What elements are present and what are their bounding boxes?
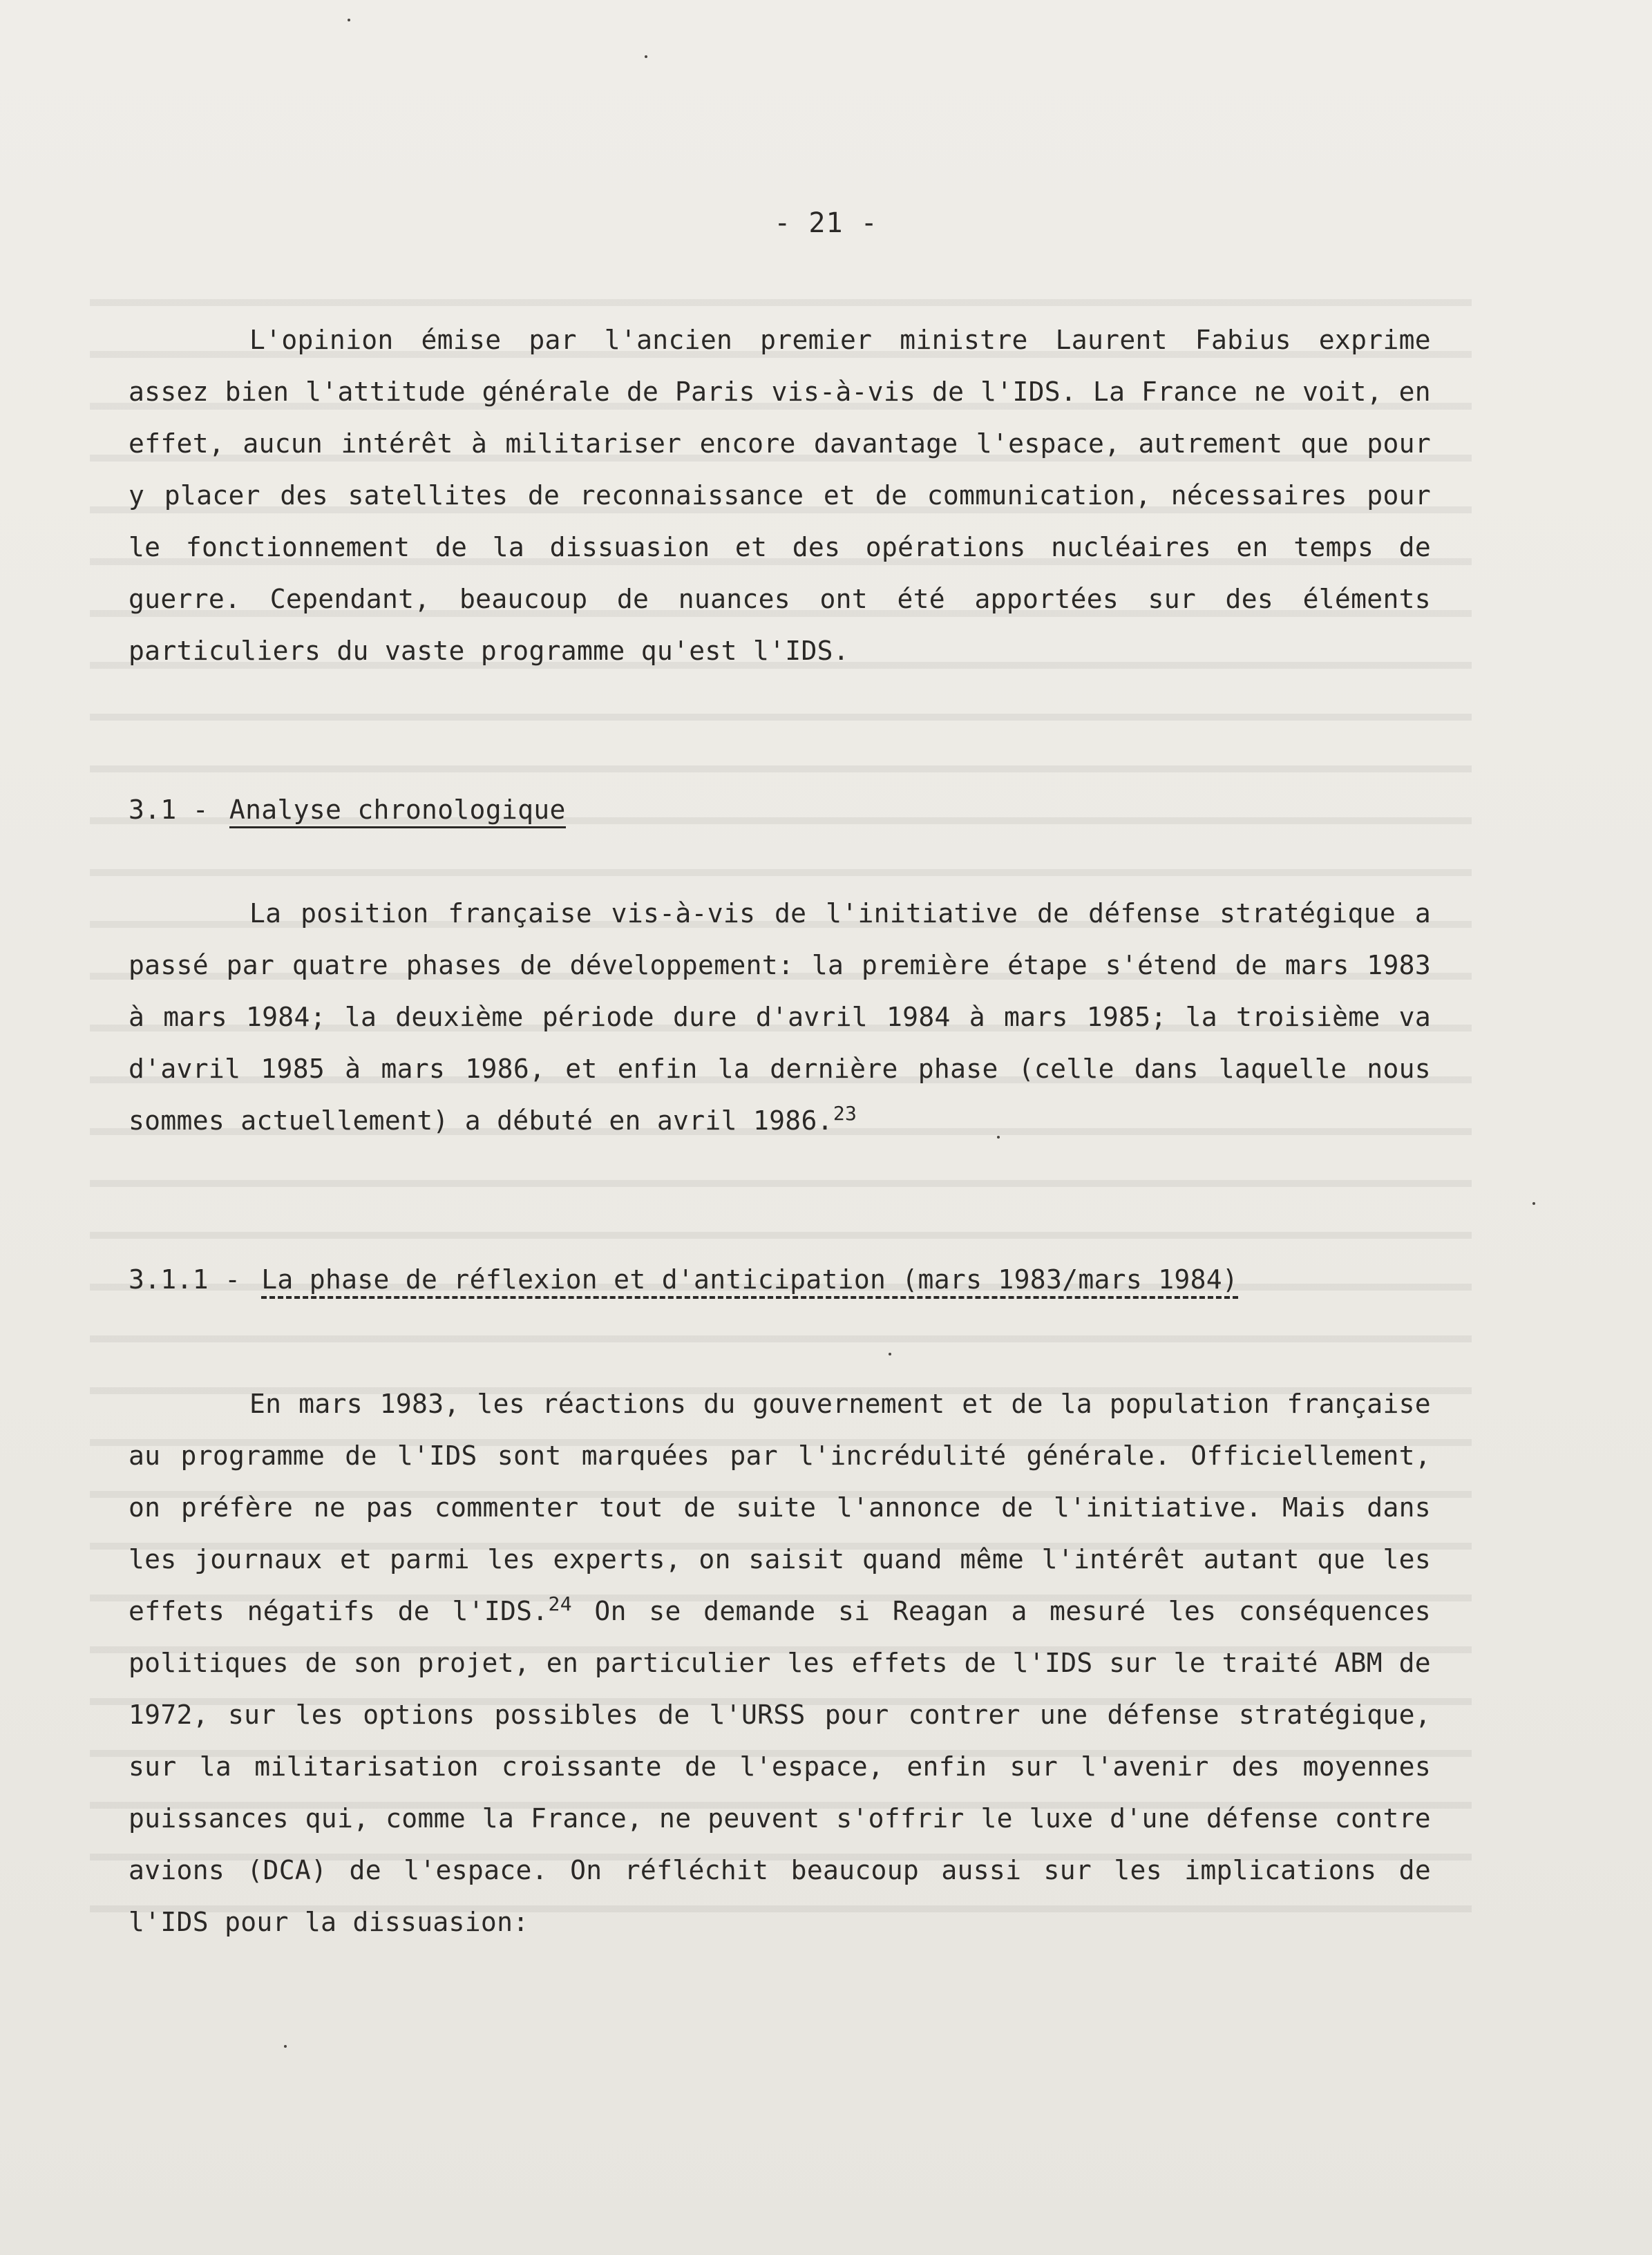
paragraph-text: L'opinion émise par l'ancien premier ministre Laurent Fabius exprime assez bien l'attitude générale de Paris vis-à-vis de l'IDS. La France ne voit, en effet, aucun intérêt à militariser encore davantage l'espace, autrement que pour y placer des satellites de reconnaissance et de communication, nécessaires pour le fonctionnement de la dissuasion et des opérations nucléaires en temps de guerre. Cependant, beaucoup de nuances ont été apportées sur des éléments particuliers du vaste programme qu'est l'IDS. [129, 325, 1431, 666]
paper-speck [348, 19, 350, 21]
paper-speck [284, 2045, 287, 2048]
subsection-title: La phase de réflexion et d'anticipation (mars 1983/mars 1984) [261, 1264, 1238, 1299]
section-heading-3-1 [129, 784, 1431, 836]
paragraph-text [129, 888, 1431, 1147]
footnote-reference: 24 [548, 1592, 572, 1615]
section-heading-3-1-1 [129, 1254, 1431, 1306]
section-title: Analyse chronologique [229, 795, 566, 828]
paper-speck [645, 55, 647, 58]
paragraph-body: La position française vis-à-vis de l'initiative de défense stratégique a passé par quatre phases de développement: la première étape s'étend de mars 1983 à mars 1984; la deuxième période dure d'avril 1984 à mars 1985; la troisième va d'avril 1985 à mars 1986, et enfin la dernière phase (celle dans laquelle nous sommes actuellement) a débuté en avril 1986. [129, 898, 1431, 1136]
subsection-number: 3.1.1 - [129, 1264, 241, 1295]
paper-speck [889, 1353, 891, 1355]
paragraph-body: En mars 1983, les réactions du gouvernement et de la population française au programme de l'IDS sont marquées par l'incrédulité générale. Officiellement, on préfère ne pas commenter tout de suite l'annonce de l'initiative. Mais dans les journaux et parmi les experts, on saisit quand même l'intérêt autant que les effets négatifs de l'IDS. [129, 1389, 1431, 1626]
paragraph-body-continued: On se demande si Reagan a mesuré les conséquences politiques de son projet, en particulier les effets de l'IDS sur le traité ABM de 1972, sur les options possibles de l'URSS pour contrer une défense stratégique, sur la militarisation croissante de l'espace, enfin sur l'avenir des moyennes puissances qui, comme la France, ne peuvent s'offrir le luxe d'une défense contre avions (DCA) de l'espace. On réfléchit beaucoup aussi sur les implications de l'IDS pour la dissuasion: [129, 1596, 1431, 1937]
paragraph-reactions [129, 1378, 1431, 1948]
page-number: - 21 - [774, 207, 878, 239]
footnote-reference: 23 [833, 1102, 857, 1125]
paragraph-intro [129, 314, 1431, 677]
section-number: 3.1 - [129, 795, 209, 825]
paper-speck [1532, 1202, 1535, 1205]
paragraph-phases [129, 888, 1431, 1147]
paragraph-text [129, 1378, 1431, 1948]
